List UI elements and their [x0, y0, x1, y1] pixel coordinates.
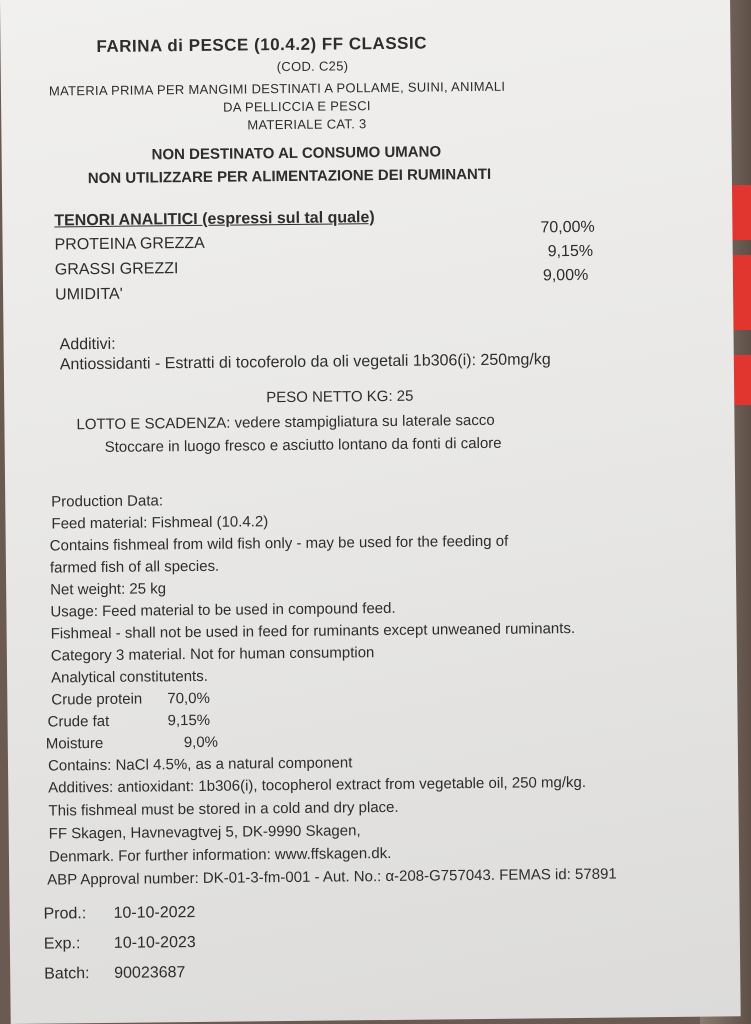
approval-number: ABP Approval number: DK-01-3-fm-001 - Aut. No.: α-208-G757043. FEMAS id: 57891	[47, 865, 617, 889]
english-text-line: Denmark. For further information: www.ffskagen.dk.	[48, 844, 392, 866]
product-description: MATERIA PRIMA PER MANGIMI DESTINATI A POLLAME, SUINI, ANIMALI	[48, 78, 506, 99]
english-text-line: This fishmeal must be stored in a cold and dry place.	[48, 798, 399, 820]
analytics-value: 70,00%	[540, 218, 595, 237]
english-text-line: Analytical constitutents.	[51, 667, 208, 687]
constituent-label: Crude protein	[51, 690, 143, 709]
constituent-value: 9,0%	[183, 733, 219, 752]
english-text-line: Net weight: 25 kg	[50, 580, 167, 599]
net-weight: PESO NETTO KG: 25	[266, 387, 414, 407]
warning-human-consumption: NON DESTINATO AL CONSUMO UMANO	[151, 143, 442, 164]
english-text-line: Usage: Feed material to be used in compound feed.	[50, 599, 396, 621]
product-description: DA PELLICCIA E PESCI	[223, 98, 371, 115]
analytics-value: 9,00%	[542, 266, 589, 285]
analytics-label: PROTEINA GREZZA	[54, 234, 205, 254]
english-text-line: Feed material: Fishmeal (10.4.2)	[51, 513, 269, 533]
analytics-value: 9,15%	[547, 242, 594, 261]
analytics-label: GRASSI GREZZI	[54, 260, 179, 279]
batch-value: 90023687	[114, 964, 186, 982]
prod-date-value: 10-10-2022	[113, 904, 196, 922]
analytics-label: UMIDITA'	[55, 285, 123, 304]
exp-date-value: 10-10-2023	[113, 934, 196, 952]
product-code: (COD. C25)	[276, 58, 349, 75]
english-text-line: FF Skagen, Havnevagtvej 5, DK-9990 Skagen,	[48, 822, 361, 843]
product-title: FARINA di PESCE (10.4.2) FF CLASSIC	[96, 33, 428, 56]
english-text-line: farmed fish of all species.	[49, 557, 220, 577]
material-category: MATERIALE CAT. 3	[247, 116, 367, 133]
additives-label: Additivi:	[59, 335, 116, 354]
additives-text: Antiossidanti - Estratti di tocoferolo da oli vegetali 1b306(i): 250mg/kg	[59, 351, 551, 374]
constituent-value: 70,0%	[167, 689, 210, 708]
prod-date-label: Prod.:	[43, 905, 87, 923]
constituent-label: Crude fat	[47, 712, 110, 731]
english-text-line: Contains: NaCl 4.5%, as a natural component	[47, 754, 353, 775]
english-text-line: Contains fishmeal from wild fish only - may be used for the feeding of	[49, 532, 509, 555]
exp-date-label: Exp.:	[43, 935, 81, 953]
batch-label: Batch:	[44, 965, 90, 983]
constituent-label: Moisture	[45, 734, 104, 753]
english-text-line: Additives: antioxidant: 1b306(i), tocopherol extract from vegetable oil, 250 mg/kg.	[48, 773, 587, 797]
english-text-line: Category 3 material. Not for human consumption	[50, 644, 375, 665]
storage-note: Stoccare in luogo fresco e asciutto lontano da fonti di calore	[104, 434, 502, 456]
english-text-line: Fishmeal - shall not be used in feed for ruminants except unweaned ruminants.	[50, 620, 576, 643]
lot-expiry-note: LOTTO E SCADENZA: vedere stampigliatura su laterale sacco	[76, 411, 495, 434]
warning-ruminants: NON UTILIZZARE PER ALIMENTAZIONE DEI RUMINANTI	[87, 165, 492, 188]
english-text-line: Production Data:	[51, 492, 164, 511]
analytics-heading: TENORI ANALITICI (espressi sul tal quale)	[54, 209, 375, 230]
constituent-value: 9,15%	[167, 711, 211, 730]
